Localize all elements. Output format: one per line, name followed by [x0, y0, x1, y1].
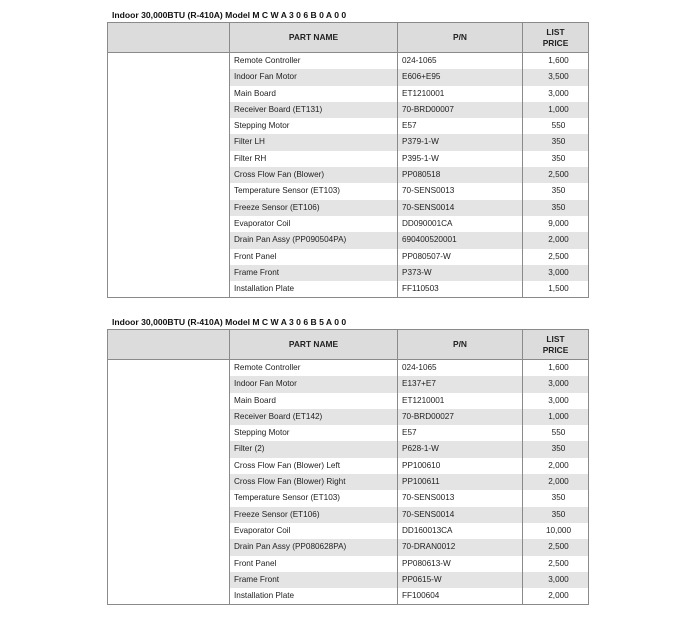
parts-table — [107, 22, 589, 298]
header-price-line1: LIST — [546, 334, 565, 344]
table-body — [108, 360, 589, 605]
parts-table — [107, 329, 589, 605]
price-cell: 2,500 — [523, 249, 589, 265]
pn-cell: 690400520001 — [398, 232, 523, 248]
price-cell: 10,000 — [523, 523, 589, 539]
pn-cell: E137+E7 — [398, 376, 523, 392]
part-name-cell: Receiver Board (ET142) — [230, 409, 398, 425]
price-cell: 1,600 — [523, 360, 589, 377]
part-name-cell: Filter LH — [230, 134, 398, 150]
header-part-name: PART NAME — [230, 330, 398, 360]
pn-cell: E57 — [398, 118, 523, 134]
part-name-cell: Filter (2) — [230, 441, 398, 457]
parts-section-mcwa306b0a00 — [107, 9, 588, 298]
pn-cell: DD160013CA — [398, 523, 523, 539]
pn-cell: DD090001CA — [398, 216, 523, 232]
pn-cell: 70-SENS0013 — [398, 183, 523, 199]
price-cell: 1,500 — [523, 281, 589, 298]
part-name-cell: Cross Flow Fan (Blower) Right — [230, 474, 398, 490]
header-part-name: PART NAME — [230, 23, 398, 53]
pn-cell: PP080613-W — [398, 556, 523, 572]
part-name-cell: Remote Controller — [230, 53, 398, 70]
table-title: Indoor 30,000BTU (R-410A) Model M C W A 3 0 6 B 0 A 0 0 — [112, 10, 347, 20]
price-cell: 2,500 — [523, 539, 589, 555]
part-name-cell: Cross Flow Fan (Blower) — [230, 167, 398, 183]
price-cell: 2,000 — [523, 474, 589, 490]
price-cell: 550 — [523, 118, 589, 134]
price-cell: 350 — [523, 507, 589, 523]
part-name-cell: Receiver Board (ET131) — [230, 102, 398, 118]
part-name-cell: Temperature Sensor (ET103) — [230, 490, 398, 506]
price-cell: 350 — [523, 441, 589, 457]
pn-cell: FF100604 — [398, 588, 523, 605]
pn-cell: E606+E95 — [398, 69, 523, 85]
header-price-line2: PRICE — [542, 37, 569, 48]
price-cell: 350 — [523, 183, 589, 199]
pn-cell: 70-SENS0014 — [398, 200, 523, 216]
pn-cell: 024-1065 — [398, 360, 523, 377]
pn-cell: PP100611 — [398, 474, 523, 490]
pn-cell: P395-1-W — [398, 151, 523, 167]
header-price-line2: PRICE — [542, 344, 569, 355]
price-cell: 3,000 — [523, 86, 589, 102]
table-row — [108, 360, 589, 377]
header-pn: P/N — [398, 330, 523, 360]
price-cell: 2,500 — [523, 167, 589, 183]
price-cell: 1,000 — [523, 409, 589, 425]
header-list-price — [523, 23, 589, 53]
part-name-cell: Front Panel — [230, 556, 398, 572]
pn-cell: P628-1-W — [398, 441, 523, 457]
price-cell: 3,000 — [523, 265, 589, 281]
part-name-cell: Evaporator Coil — [230, 216, 398, 232]
table-row — [108, 53, 589, 70]
part-name-cell: Drain Pan Assy (PP080628PA) — [230, 539, 398, 555]
table-body — [108, 53, 589, 298]
price-cell: 550 — [523, 425, 589, 441]
blank-cell — [108, 53, 230, 298]
part-name-cell: Installation Plate — [230, 588, 398, 605]
header-row — [108, 23, 589, 53]
price-cell: 350 — [523, 490, 589, 506]
part-name-cell: Main Board — [230, 393, 398, 409]
part-name-cell: Indoor Fan Motor — [230, 376, 398, 392]
pn-cell: 70-BRD00027 — [398, 409, 523, 425]
part-name-cell: Stepping Motor — [230, 118, 398, 134]
pn-cell: ET1210001 — [398, 393, 523, 409]
price-cell: 9,000 — [523, 216, 589, 232]
table-title: Indoor 30,000BTU (R-410A) Model M C W A 3 0 6 B 5 A 0 0 — [112, 317, 347, 327]
part-name-cell: Remote Controller — [230, 360, 398, 377]
pn-cell: ET1210001 — [398, 86, 523, 102]
pn-cell: 70-SENS0014 — [398, 507, 523, 523]
part-name-cell: Installation Plate — [230, 281, 398, 298]
part-name-cell: Front Panel — [230, 249, 398, 265]
header-pn: P/N — [398, 23, 523, 53]
price-cell: 350 — [523, 200, 589, 216]
part-name-cell: Cross Flow Fan (Blower) Left — [230, 458, 398, 474]
price-cell: 2,500 — [523, 556, 589, 572]
price-cell: 2,000 — [523, 458, 589, 474]
pn-cell: PP100610 — [398, 458, 523, 474]
parts-section-mcwa306b5a00 — [107, 316, 588, 605]
part-name-cell: Freeze Sensor (ET106) — [230, 507, 398, 523]
pn-cell: PP080507-W — [398, 249, 523, 265]
price-cell: 3,000 — [523, 376, 589, 392]
pn-cell: PP080518 — [398, 167, 523, 183]
price-cell: 1,600 — [523, 53, 589, 70]
price-cell: 3,000 — [523, 572, 589, 588]
price-cell: 2,000 — [523, 588, 589, 605]
part-name-cell: Indoor Fan Motor — [230, 69, 398, 85]
pn-cell: E57 — [398, 425, 523, 441]
price-cell: 3,000 — [523, 393, 589, 409]
price-cell: 3,500 — [523, 69, 589, 85]
part-name-cell: Frame Front — [230, 265, 398, 281]
part-name-cell: Evaporator Coil — [230, 523, 398, 539]
pn-cell: PP0615-W — [398, 572, 523, 588]
header-row — [108, 330, 589, 360]
pn-cell: 70-BRD00007 — [398, 102, 523, 118]
price-cell: 2,000 — [523, 232, 589, 248]
pn-cell: P379-1-W — [398, 134, 523, 150]
header-blank — [108, 330, 230, 360]
header-blank — [108, 23, 230, 53]
price-cell: 350 — [523, 134, 589, 150]
part-name-cell: Drain Pan Assy (PP090504PA) — [230, 232, 398, 248]
pn-cell: FF110503 — [398, 281, 523, 298]
part-name-cell: Filter RH — [230, 151, 398, 167]
pn-cell: 70-SENS0013 — [398, 490, 523, 506]
part-name-cell: Frame Front — [230, 572, 398, 588]
blank-cell — [108, 360, 230, 605]
part-name-cell: Main Board — [230, 86, 398, 102]
header-price-line1: LIST — [546, 27, 565, 37]
price-cell: 1,000 — [523, 102, 589, 118]
part-name-cell: Temperature Sensor (ET103) — [230, 183, 398, 199]
pn-cell: 024-1065 — [398, 53, 523, 70]
header-list-price — [523, 330, 589, 360]
part-name-cell: Stepping Motor — [230, 425, 398, 441]
pn-cell: 70-DRAN0012 — [398, 539, 523, 555]
pn-cell: P373-W — [398, 265, 523, 281]
part-name-cell: Freeze Sensor (ET106) — [230, 200, 398, 216]
price-cell: 350 — [523, 151, 589, 167]
